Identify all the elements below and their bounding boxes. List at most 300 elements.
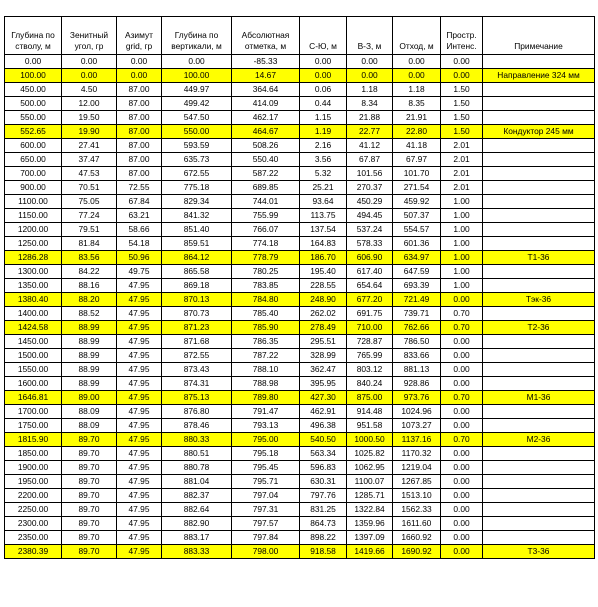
table-row [5,251,595,265]
cell-inclination: 12.00 [62,97,117,111]
table-row [5,55,595,69]
cell-md: 2250.00 [5,503,62,517]
cell-inclination: 89.70 [62,531,117,545]
cell-tvd: 882.37 [162,489,232,503]
cell-tvd: 871.23 [162,321,232,335]
cell-dogleg: 1.00 [441,279,483,293]
cell-dogleg: 2.01 [441,181,483,195]
cell-north-south: 362.47 [300,363,347,377]
cell-north-south: 540.50 [300,433,347,447]
cell-displacement: 647.59 [393,265,441,279]
cell-displacement: 0.00 [393,69,441,83]
cell-inclination: 88.99 [62,349,117,363]
cell-north-south: 0.44 [300,97,347,111]
cell-note [483,363,595,377]
cell-north-south: 395.95 [300,377,347,391]
cell-tvd: 881.04 [162,475,232,489]
cell-abs-elevation: 797.84 [232,531,300,545]
cell-note [483,55,595,69]
cell-inclination: 37.47 [62,153,117,167]
cell-dogleg: 0.70 [441,391,483,405]
cell-inclination: 88.20 [62,293,117,307]
cell-azimuth: 47.95 [117,503,162,517]
cell-abs-elevation: 508.26 [232,139,300,153]
cell-md: 1646.81 [5,391,62,405]
cell-note [483,419,595,433]
cell-tvd: 870.13 [162,293,232,307]
cell-east-west: 22.77 [347,125,393,139]
cell-abs-elevation: 785.90 [232,321,300,335]
cell-abs-elevation: -85.33 [232,55,300,69]
cell-tvd: 0.00 [162,55,232,69]
cell-east-west: 0.00 [347,69,393,83]
cell-east-west: 803.12 [347,363,393,377]
cell-abs-elevation: 795.45 [232,461,300,475]
cell-displacement: 973.76 [393,391,441,405]
cell-azimuth: 87.00 [117,111,162,125]
cell-azimuth: 47.95 [117,447,162,461]
cell-tvd: 859.51 [162,237,232,251]
cell-inclination: 88.99 [62,335,117,349]
cell-north-south: 3.56 [300,153,347,167]
cell-east-west: 654.64 [347,279,393,293]
cell-abs-elevation: 414.09 [232,97,300,111]
cell-dogleg: 1.00 [441,265,483,279]
cell-dogleg: 0.00 [441,503,483,517]
cell-abs-elevation: 462.17 [232,111,300,125]
cell-inclination: 4.50 [62,83,117,97]
cell-abs-elevation: 784.80 [232,293,300,307]
cell-abs-elevation: 789.80 [232,391,300,405]
cell-md: 700.00 [5,167,62,181]
table-row [5,321,595,335]
table-row [5,419,595,433]
cell-azimuth: 47.95 [117,545,162,559]
cell-dogleg: 0.00 [441,377,483,391]
cell-north-south: 1.15 [300,111,347,125]
cell-tvd: 880.78 [162,461,232,475]
table-row [5,433,595,447]
cell-abs-elevation: 785.40 [232,307,300,321]
cell-md: 1380.40 [5,293,62,307]
cell-note: Т2-36 [483,321,595,335]
cell-azimuth: 47.95 [117,293,162,307]
cell-north-south: 563.34 [300,447,347,461]
cell-azimuth: 47.95 [117,405,162,419]
cell-inclination: 70.51 [62,181,117,195]
table-row [5,475,595,489]
cell-inclination: 19.90 [62,125,117,139]
cell-note [483,489,595,503]
cell-md: 900.00 [5,181,62,195]
cell-md: 450.00 [5,83,62,97]
cell-note [483,307,595,321]
cell-azimuth: 72.55 [117,181,162,195]
cell-md: 2200.00 [5,489,62,503]
cell-tvd: 880.33 [162,433,232,447]
table-row [5,237,595,251]
table-row [5,153,595,167]
col-header-north-south: С-Ю, м [300,17,347,55]
cell-tvd: 873.43 [162,363,232,377]
cell-tvd: 635.73 [162,153,232,167]
cell-azimuth: 47.95 [117,279,162,293]
cell-north-south: 918.58 [300,545,347,559]
cell-east-west: 1000.50 [347,433,393,447]
cell-north-south: 831.25 [300,503,347,517]
cell-east-west: 270.37 [347,181,393,195]
cell-tvd: 882.90 [162,517,232,531]
cell-md: 650.00 [5,153,62,167]
cell-md: 1600.00 [5,377,62,391]
cell-inclination: 89.70 [62,447,117,461]
trajectory-table [4,16,595,559]
table-row [5,531,595,545]
cell-azimuth: 47.95 [117,335,162,349]
cell-note [483,83,595,97]
cell-note [483,153,595,167]
cell-md: 1750.00 [5,419,62,433]
cell-md: 1200.00 [5,223,62,237]
table-row [5,377,595,391]
cell-east-west: 578.33 [347,237,393,251]
cell-east-west: 8.34 [347,97,393,111]
table-row [5,461,595,475]
cell-displacement: 1.18 [393,83,441,97]
cell-east-west: 617.40 [347,265,393,279]
cell-tvd: 851.40 [162,223,232,237]
cell-displacement: 459.92 [393,195,441,209]
cell-dogleg: 0.00 [441,55,483,69]
cell-north-south: 0.06 [300,83,347,97]
table-row [5,307,595,321]
col-header-note: Примечание [483,17,595,55]
col-header-azimuth: Азимут grid, гр [117,17,162,55]
cell-abs-elevation: 550.40 [232,153,300,167]
table-row [5,195,595,209]
cell-md: 1350.00 [5,279,62,293]
cell-md: 1424.58 [5,321,62,335]
cell-note [483,265,595,279]
table-row [5,111,595,125]
cell-dogleg: 0.00 [441,447,483,461]
cell-dogleg: 2.01 [441,153,483,167]
cell-north-south: 0.00 [300,69,347,83]
cell-note [483,335,595,349]
cell-azimuth: 47.95 [117,363,162,377]
cell-east-west: 537.24 [347,223,393,237]
col-header-inclination: Зенитный угол, гр [62,17,117,55]
cell-east-west: 21.88 [347,111,393,125]
cell-tvd: 880.51 [162,447,232,461]
cell-note: М1-36 [483,391,595,405]
cell-north-south: 0.00 [300,55,347,69]
cell-dogleg: 1.00 [441,195,483,209]
cell-inclination: 88.99 [62,377,117,391]
cell-note [483,111,595,125]
cell-displacement: 1690.92 [393,545,441,559]
col-header-abs-elevation: Абсолютная отметка, м [232,17,300,55]
cell-east-west: 1359.96 [347,517,393,531]
cell-east-west: 1397.09 [347,531,393,545]
table-row [5,69,595,83]
cell-abs-elevation: 797.04 [232,489,300,503]
cell-east-west: 875.00 [347,391,393,405]
cell-inclination: 88.99 [62,321,117,335]
cell-tvd: 878.46 [162,419,232,433]
cell-dogleg: 1.50 [441,97,483,111]
cell-azimuth: 47.95 [117,391,162,405]
cell-abs-elevation: 464.67 [232,125,300,139]
cell-azimuth: 50.96 [117,251,162,265]
cell-note: Кондуктор 245 мм [483,125,595,139]
cell-dogleg: 1.00 [441,237,483,251]
cell-md: 1100.00 [5,195,62,209]
table-row [5,503,595,517]
cell-inclination: 89.70 [62,503,117,517]
cell-note [483,349,595,363]
cell-east-west: 0.00 [347,55,393,69]
cell-east-west: 951.58 [347,419,393,433]
cell-abs-elevation: 14.67 [232,69,300,83]
cell-tvd: 499.42 [162,97,232,111]
cell-east-west: 606.90 [347,251,393,265]
cell-note [483,531,595,545]
cell-azimuth: 47.95 [117,531,162,545]
table-row [5,139,595,153]
cell-inclination: 89.70 [62,433,117,447]
cell-dogleg: 0.70 [441,321,483,335]
cell-md: 1700.00 [5,405,62,419]
col-header-displacement: Отход, м [393,17,441,55]
cell-tvd: 829.34 [162,195,232,209]
cell-note: Т3-36 [483,545,595,559]
cell-azimuth: 47.95 [117,461,162,475]
cell-azimuth: 87.00 [117,125,162,139]
table-row [5,265,595,279]
cell-dogleg: 1.50 [441,111,483,125]
cell-abs-elevation: 786.35 [232,335,300,349]
cell-east-west: 67.87 [347,153,393,167]
cell-inclination: 19.50 [62,111,117,125]
cell-note [483,377,595,391]
cell-displacement: 1562.33 [393,503,441,517]
table-row [5,363,595,377]
cell-displacement: 21.91 [393,111,441,125]
cell-dogleg: 0.00 [441,419,483,433]
cell-azimuth: 63.21 [117,209,162,223]
cell-displacement: 786.50 [393,335,441,349]
cell-inclination: 88.09 [62,419,117,433]
cell-tvd: 672.55 [162,167,232,181]
cell-dogleg: 0.00 [441,489,483,503]
cell-east-west: 710.00 [347,321,393,335]
cell-inclination: 89.00 [62,391,117,405]
cell-inclination: 79.51 [62,223,117,237]
cell-tvd: 593.59 [162,139,232,153]
cell-dogleg: 1.00 [441,251,483,265]
cell-tvd: 883.17 [162,531,232,545]
cell-tvd: 876.80 [162,405,232,419]
cell-dogleg: 0.70 [441,307,483,321]
cell-md: 2350.00 [5,531,62,545]
cell-dogleg: 0.00 [441,69,483,83]
cell-dogleg: 1.50 [441,125,483,139]
cell-note [483,447,595,461]
cell-north-south: 5.32 [300,167,347,181]
cell-tvd: 449.97 [162,83,232,97]
cell-note [483,209,595,223]
cell-tvd: 775.18 [162,181,232,195]
cell-east-west: 914.48 [347,405,393,419]
cell-displacement: 1267.85 [393,475,441,489]
cell-azimuth: 54.18 [117,237,162,251]
cell-tvd: 547.50 [162,111,232,125]
cell-dogleg: 0.00 [441,335,483,349]
cell-displacement: 928.86 [393,377,441,391]
cell-displacement: 1073.27 [393,419,441,433]
cell-md: 1300.00 [5,265,62,279]
cell-tvd: 841.32 [162,209,232,223]
cell-azimuth: 87.00 [117,83,162,97]
cell-displacement: 634.97 [393,251,441,265]
cell-azimuth: 0.00 [117,55,162,69]
cell-east-west: 1285.71 [347,489,393,503]
cell-north-south: 496.38 [300,419,347,433]
cell-dogleg: 2.01 [441,139,483,153]
cell-azimuth: 47.95 [117,517,162,531]
cell-md: 100.00 [5,69,62,83]
cell-azimuth: 47.95 [117,307,162,321]
cell-north-south: 278.49 [300,321,347,335]
cell-tvd: 872.55 [162,349,232,363]
cell-md: 550.00 [5,111,62,125]
cell-tvd: 875.13 [162,391,232,405]
cell-east-west: 1419.66 [347,545,393,559]
table-row [5,293,595,307]
table-row [5,517,595,531]
cell-md: 2380.39 [5,545,62,559]
cell-note [483,237,595,251]
cell-displacement: 41.18 [393,139,441,153]
cell-dogleg: 1.00 [441,209,483,223]
cell-tvd: 883.33 [162,545,232,559]
cell-md: 1550.00 [5,363,62,377]
cell-inclination: 88.09 [62,405,117,419]
cell-abs-elevation: 795.18 [232,447,300,461]
cell-md: 1250.00 [5,237,62,251]
cell-dogleg: 0.00 [441,405,483,419]
cell-inclination: 84.22 [62,265,117,279]
cell-inclination: 88.99 [62,363,117,377]
cell-tvd: 869.18 [162,279,232,293]
cell-north-south: 248.90 [300,293,347,307]
cell-north-south: 898.22 [300,531,347,545]
cell-dogleg: 1.50 [441,83,483,97]
cell-tvd: 871.68 [162,335,232,349]
cell-displacement: 601.36 [393,237,441,251]
cell-azimuth: 47.95 [117,419,162,433]
cell-north-south: 2.16 [300,139,347,153]
cell-displacement: 67.97 [393,153,441,167]
cell-abs-elevation: 783.85 [232,279,300,293]
cell-note [483,181,595,195]
cell-azimuth: 47.95 [117,321,162,335]
cell-east-west: 1062.95 [347,461,393,475]
cell-abs-elevation: 797.57 [232,517,300,531]
cell-displacement: 1137.16 [393,433,441,447]
cell-md: 600.00 [5,139,62,153]
cell-displacement: 833.66 [393,349,441,363]
cell-abs-elevation: 755.99 [232,209,300,223]
cell-dogleg: 0.00 [441,475,483,489]
cell-note [483,517,595,531]
table-body [5,55,595,559]
cell-md: 1950.00 [5,475,62,489]
table-row [5,489,595,503]
cell-north-south: 596.83 [300,461,347,475]
col-header-md: Глубина по стволу, м [5,17,62,55]
cell-north-south: 195.40 [300,265,347,279]
cell-dogleg: 0.00 [441,293,483,307]
table-row [5,181,595,195]
cell-dogleg: 0.00 [441,363,483,377]
cell-abs-elevation: 766.07 [232,223,300,237]
cell-note [483,475,595,489]
cell-north-south: 427.30 [300,391,347,405]
cell-abs-elevation: 795.71 [232,475,300,489]
col-header-east-west: В-З, м [347,17,393,55]
cell-abs-elevation: 778.79 [232,251,300,265]
table-row [5,209,595,223]
table-row [5,349,595,363]
cell-displacement: 881.13 [393,363,441,377]
cell-md: 500.00 [5,97,62,111]
cell-dogleg: 0.00 [441,545,483,559]
cell-azimuth: 47.95 [117,377,162,391]
cell-tvd: 100.00 [162,69,232,83]
cell-abs-elevation: 797.31 [232,503,300,517]
cell-north-south: 93.64 [300,195,347,209]
cell-note [483,97,595,111]
cell-tvd: 882.64 [162,503,232,517]
cell-abs-elevation: 587.22 [232,167,300,181]
cell-md: 1900.00 [5,461,62,475]
cell-abs-elevation: 788.98 [232,377,300,391]
cell-north-south: 228.55 [300,279,347,293]
cell-north-south: 1.19 [300,125,347,139]
cell-note [483,167,595,181]
cell-inclination: 88.52 [62,307,117,321]
cell-md: 1850.00 [5,447,62,461]
cell-azimuth: 49.75 [117,265,162,279]
cell-dogleg: 0.00 [441,349,483,363]
cell-md: 1400.00 [5,307,62,321]
cell-abs-elevation: 791.47 [232,405,300,419]
cell-dogleg: 0.00 [441,517,483,531]
cell-east-west: 450.29 [347,195,393,209]
cell-displacement: 554.57 [393,223,441,237]
table-row [5,167,595,181]
cell-east-west: 677.20 [347,293,393,307]
cell-inclination: 83.56 [62,251,117,265]
table-row [5,335,595,349]
cell-dogleg: 0.00 [441,531,483,545]
cell-inclination: 0.00 [62,69,117,83]
cell-note [483,195,595,209]
table-title [0,0,598,16]
cell-east-west: 728.87 [347,335,393,349]
